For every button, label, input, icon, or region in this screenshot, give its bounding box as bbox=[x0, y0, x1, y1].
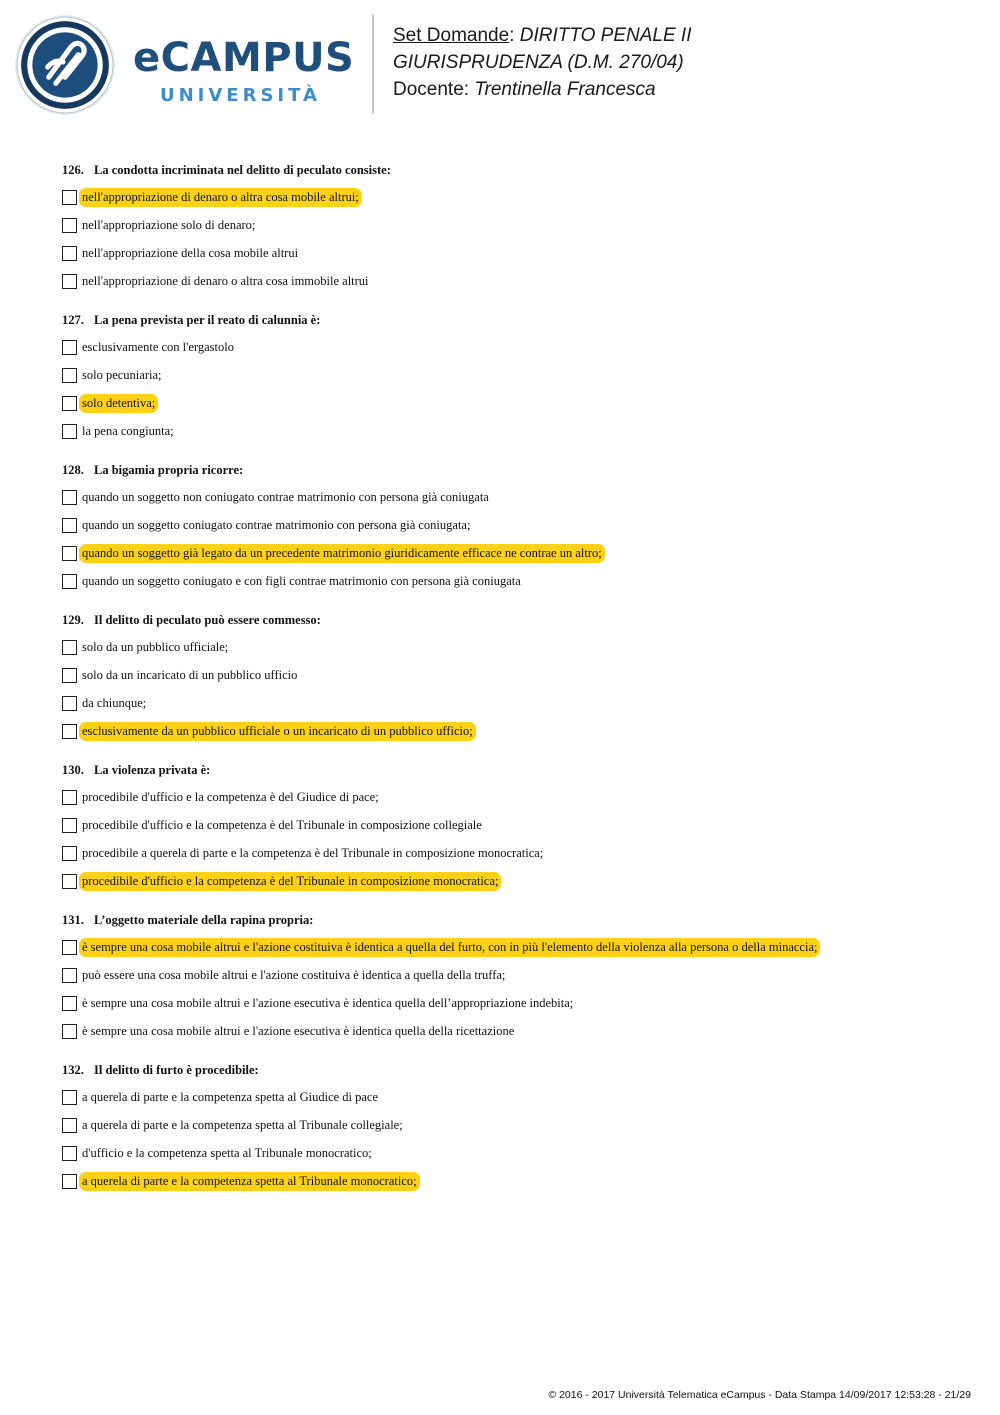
answer-checkbox[interactable] bbox=[62, 724, 77, 739]
question-text: Il delitto di furto è procedibile: bbox=[94, 1063, 259, 1077]
answer-option[interactable] bbox=[62, 511, 962, 539]
answer-checkbox[interactable] bbox=[62, 1024, 77, 1039]
teacher-label: Docente: bbox=[393, 79, 470, 100]
question-block bbox=[62, 460, 962, 595]
answer-option[interactable] bbox=[62, 567, 962, 595]
answer-checkbox[interactable] bbox=[62, 190, 77, 205]
question-title bbox=[62, 910, 962, 930]
answer-option[interactable] bbox=[62, 539, 962, 567]
correct-answer-text: a querela di parte e la competenza spetta al Tribunale monocratico; bbox=[79, 1172, 420, 1191]
answer-text: è sempre una cosa mobile altrui e l'azione esecutiva è identica quella dell’appropriazione indebita; bbox=[82, 995, 574, 1010]
answer-text: può essere una cosa mobile altrui e l'azione costituiva è identica a quella della truffa; bbox=[82, 967, 506, 982]
answer-checkbox[interactable] bbox=[62, 940, 77, 955]
answer-checkbox[interactable] bbox=[62, 574, 77, 589]
answer-text: a querela di parte e la competenza spetta al Giudice di pace bbox=[82, 1089, 379, 1104]
answer-checkbox[interactable] bbox=[62, 490, 77, 505]
question-title bbox=[62, 610, 962, 630]
answer-checkbox[interactable] bbox=[62, 874, 77, 889]
answer-checkbox[interactable] bbox=[62, 518, 77, 533]
page-footer: © 2016 - 2017 Università Telematica eCampus - Data Stampa 14/09/2017 12:53:28 - 21/29 bbox=[548, 1389, 971, 1401]
answer-checkbox[interactable] bbox=[62, 1146, 77, 1161]
answer-option[interactable] bbox=[62, 961, 962, 989]
answer-text: esclusivamente con l'ergastolo bbox=[82, 339, 234, 354]
degree-name: GIURISPRUDENZA (D.M. 270/04) bbox=[393, 52, 684, 73]
answer-checkbox[interactable] bbox=[62, 274, 77, 289]
question-block bbox=[62, 160, 962, 295]
answer-checkbox[interactable] bbox=[62, 546, 77, 561]
answer-text: solo pecuniaria; bbox=[82, 367, 162, 382]
answer-checkbox[interactable] bbox=[62, 640, 77, 655]
ecampus-seal-logo bbox=[14, 14, 116, 116]
answer-option[interactable] bbox=[62, 811, 962, 839]
question-block bbox=[62, 760, 962, 895]
course-info: Set Domande: DIRITTO PENALE II GIURISPRUDENZA (D.M. 270/04) Docente: Trentinella Francesca bbox=[393, 25, 692, 100]
question-list bbox=[62, 160, 962, 1210]
answer-text: d'ufficio e la competenza spetta al Tribunale monocratico; bbox=[82, 1145, 372, 1160]
answer-option[interactable] bbox=[62, 1017, 962, 1045]
answer-option[interactable] bbox=[62, 1083, 962, 1111]
teacher-name: Trentinella Francesca bbox=[474, 79, 656, 100]
answer-checkbox[interactable] bbox=[62, 846, 77, 861]
correct-answer-text: quando un soggetto già legato da un precedente matrimonio giuridicamente efficace ne contrae un altro; bbox=[79, 544, 605, 563]
page-header bbox=[0, 0, 1000, 130]
answer-checkbox[interactable] bbox=[62, 996, 77, 1011]
answer-option[interactable] bbox=[62, 183, 962, 211]
question-title bbox=[62, 160, 962, 180]
question-text: La condotta incriminata nel delitto di peculato consiste: bbox=[94, 163, 391, 177]
answer-text: la pena congiunta; bbox=[82, 423, 174, 438]
question-number: 126. bbox=[62, 163, 84, 177]
question-title bbox=[62, 760, 962, 780]
answer-checkbox[interactable] bbox=[62, 340, 77, 355]
answer-checkbox[interactable] bbox=[62, 1118, 77, 1133]
logo-wordmark: eCAMPUS bbox=[133, 35, 355, 81]
answer-checkbox[interactable] bbox=[62, 246, 77, 261]
answer-option[interactable] bbox=[62, 483, 962, 511]
question-number: 128. bbox=[62, 463, 84, 477]
question-text: La bigamia propria ricorre: bbox=[94, 463, 244, 477]
correct-answer-text: nell'appropriazione di denaro o altra cosa mobile altrui; bbox=[79, 188, 362, 207]
question-number: 132. bbox=[62, 1063, 84, 1077]
answer-option[interactable] bbox=[62, 1111, 962, 1139]
answer-text: procedibile a querela di parte e la competenza è del Tribunale in composizione monocratica; bbox=[82, 845, 544, 860]
question-block bbox=[62, 310, 962, 445]
answer-text: è sempre una cosa mobile altrui e l'azione esecutiva è identica quella della ricettazione bbox=[82, 1023, 515, 1038]
answer-text: procedibile d'ufficio e la competenza è del Tribunale in composizione collegiale bbox=[82, 817, 482, 832]
question-block bbox=[62, 610, 962, 745]
question-block bbox=[62, 1060, 962, 1195]
question-text: L’oggetto materiale della rapina propria: bbox=[94, 913, 314, 927]
question-number: 130. bbox=[62, 763, 84, 777]
answer-option[interactable] bbox=[62, 689, 962, 717]
question-number: 129. bbox=[62, 613, 84, 627]
question-title bbox=[62, 310, 962, 330]
answer-option[interactable] bbox=[62, 361, 962, 389]
answer-checkbox[interactable] bbox=[62, 1090, 77, 1105]
answer-option[interactable] bbox=[62, 633, 962, 661]
answer-option[interactable] bbox=[62, 239, 962, 267]
answer-checkbox[interactable] bbox=[62, 790, 77, 805]
answer-option[interactable] bbox=[62, 389, 962, 417]
answer-text: procedibile d'ufficio e la competenza è del Giudice di pace; bbox=[82, 789, 379, 804]
answer-text: da chiunque; bbox=[82, 695, 147, 710]
question-number: 131. bbox=[62, 913, 84, 927]
answer-checkbox[interactable] bbox=[62, 424, 77, 439]
answer-checkbox[interactable] bbox=[62, 1174, 77, 1189]
answer-checkbox[interactable] bbox=[62, 396, 77, 411]
answer-checkbox[interactable] bbox=[62, 368, 77, 383]
answer-option[interactable] bbox=[62, 989, 962, 1017]
question-number: 127. bbox=[62, 313, 84, 327]
answer-option[interactable] bbox=[62, 783, 962, 811]
answer-text: solo da un pubblico ufficiale; bbox=[82, 639, 229, 654]
answer-option[interactable] bbox=[62, 333, 962, 361]
answer-text: quando un soggetto coniugato e con figli contrae matrimonio con persona già coniugata bbox=[82, 573, 521, 588]
answer-text: nell'appropriazione di denaro o altra cosa immobile altrui bbox=[82, 273, 369, 288]
question-block bbox=[62, 910, 962, 1045]
question-title bbox=[62, 1060, 962, 1080]
course-name: DIRITTO PENALE II bbox=[519, 25, 692, 46]
header-divider bbox=[372, 14, 374, 114]
answer-checkbox[interactable] bbox=[62, 668, 77, 683]
answer-checkbox[interactable] bbox=[62, 696, 77, 711]
answer-option[interactable] bbox=[62, 839, 962, 867]
answer-text: solo da un incaricato di un pubblico ufficio bbox=[82, 667, 298, 682]
question-text: La pena prevista per il reato di calunnia è: bbox=[94, 313, 321, 327]
answer-option[interactable] bbox=[62, 1167, 962, 1195]
correct-answer-text: procedibile d'ufficio e la competenza è del Tribunale in composizione monocratica; bbox=[79, 872, 501, 891]
answer-checkbox[interactable] bbox=[62, 968, 77, 983]
question-text: La violenza privata è: bbox=[94, 763, 211, 777]
answer-option[interactable] bbox=[62, 417, 962, 445]
logo-subtitle: UNIVERSITÀ bbox=[160, 85, 321, 106]
answer-checkbox[interactable] bbox=[62, 218, 77, 233]
answer-text: nell'appropriazione solo di denaro; bbox=[82, 217, 256, 232]
answer-checkbox[interactable] bbox=[62, 818, 77, 833]
correct-answer-text: è sempre una cosa mobile altrui e l'azione costituiva è identica a quella del furto, con in più l'elemento della violenza alla persona o della minaccia; bbox=[79, 938, 820, 957]
answer-option[interactable] bbox=[62, 867, 962, 895]
question-title bbox=[62, 460, 962, 480]
correct-answer-text: solo detentiva; bbox=[79, 394, 158, 413]
answer-option[interactable] bbox=[62, 661, 962, 689]
answer-text: nell'appropriazione della cosa mobile altrui bbox=[82, 245, 299, 260]
set-label: Set Domande bbox=[393, 25, 510, 46]
answer-option[interactable] bbox=[62, 211, 962, 239]
answer-text: quando un soggetto non coniugato contrae matrimonio con persona già coniugata bbox=[82, 489, 489, 504]
correct-answer-text: esclusivamente da un pubblico ufficiale o un incaricato di un pubblico ufficio; bbox=[79, 722, 476, 741]
answer-option[interactable] bbox=[62, 1139, 962, 1167]
answer-text: quando un soggetto coniugato contrae matrimonio con persona già coniugata; bbox=[82, 517, 471, 532]
answer-option[interactable] bbox=[62, 933, 962, 961]
answer-option[interactable] bbox=[62, 267, 962, 295]
question-text: Il delitto di peculato può essere commesso: bbox=[94, 613, 321, 627]
answer-text: a querela di parte e la competenza spetta al Tribunale collegiale; bbox=[82, 1117, 403, 1132]
answer-option[interactable] bbox=[62, 717, 962, 745]
